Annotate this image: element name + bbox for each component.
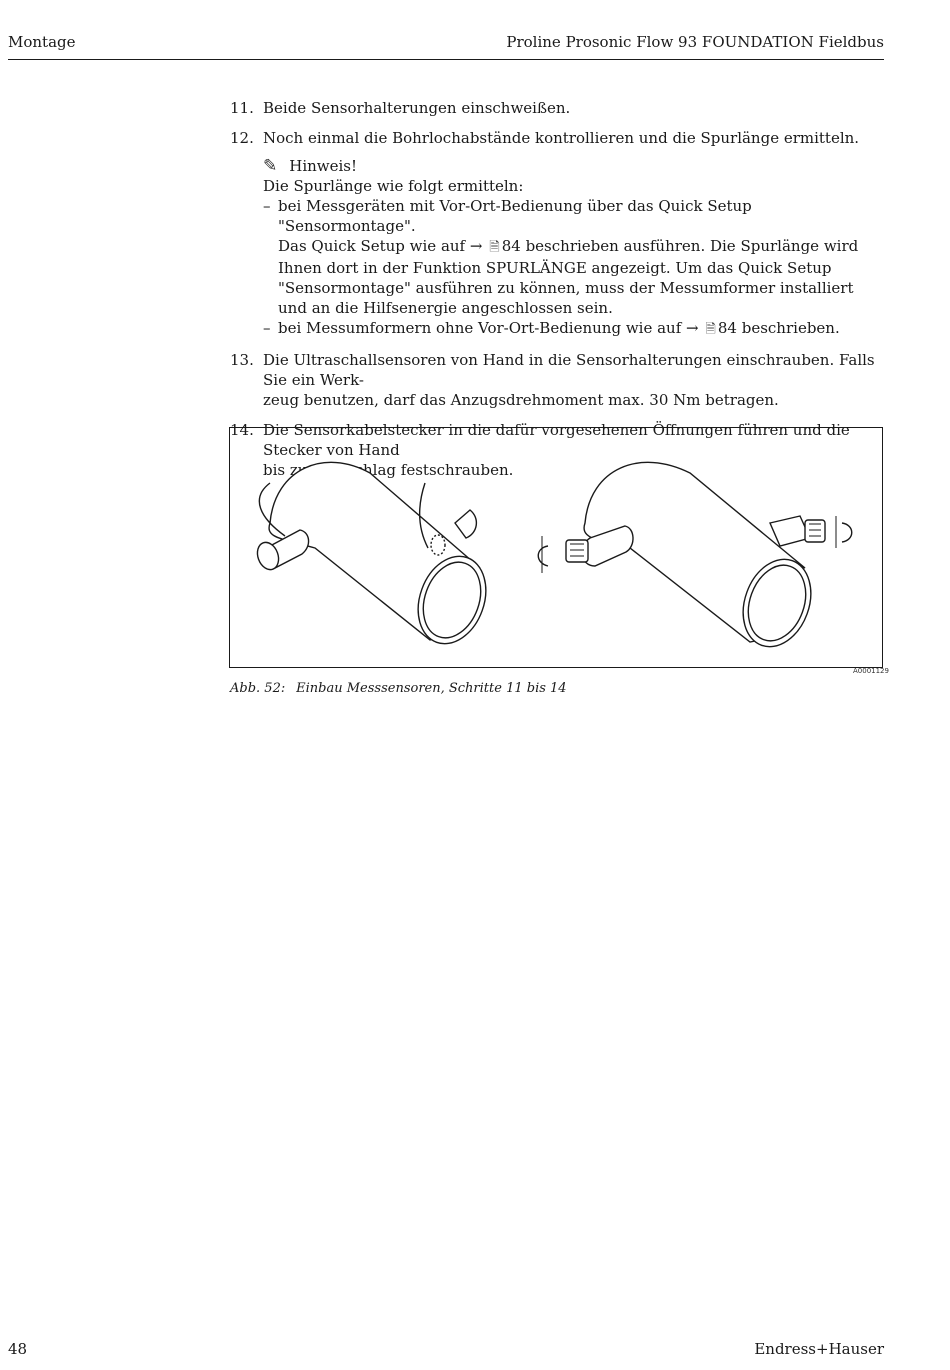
- figure-sensor-installation: [229, 427, 883, 668]
- sensor-right: [805, 520, 825, 542]
- header-section: Montage: [8, 33, 76, 51]
- step-number: 11.: [230, 99, 254, 117]
- page-reference[interactable]: 84: [717, 319, 737, 337]
- step-number: 14.: [230, 421, 254, 439]
- step-12: [230, 128, 885, 340]
- dash-marker: –: [263, 319, 271, 337]
- note-item-1-text-a: Das Quick Setup wie auf: [278, 237, 466, 255]
- step-number: 13.: [230, 351, 254, 369]
- note-item-1-line1: bei Messgeräten mit Vor-Ort-Bedienung über das Quick Setup "Sensormontage".: [278, 197, 752, 235]
- note-item-2-text-b: beschrieben.: [741, 319, 840, 337]
- arrow-icon: →: [686, 319, 699, 337]
- pencil-icon: ✎: [263, 156, 278, 176]
- caption-label: Abb. 52:: [230, 681, 286, 696]
- note-item-2-text-a: bei Messumformern ohne Vor-Ort-Bedienung wie auf: [278, 319, 682, 337]
- brand-name: Endress+Hauser: [754, 1340, 884, 1358]
- pipe-illustration: [230, 428, 882, 667]
- page-reference-icon: 🗎: [489, 240, 500, 255]
- arrow-icon: →: [469, 237, 483, 255]
- step-text: Noch einmal die Bohrlochabstände kontrollieren und die Spurlänge ermitteln.: [263, 129, 860, 147]
- note-item-1: [263, 196, 885, 318]
- step-11: [230, 98, 885, 118]
- note-title-text: Hinweis!: [289, 157, 358, 175]
- step-13: [230, 350, 885, 410]
- caption-text: Einbau Messsensoren, Schritte 11 bis 14: [296, 681, 567, 696]
- note-item-2: [263, 318, 885, 340]
- dash-marker: –: [263, 197, 271, 215]
- note-item-1-text-c: beschrieben ausführen. Die Spurlänge wird Ihnen dort in der Funktion SPURLÄNGE angezeigt. Um das Quick Setup "Sensormontage" ausführen zu können, muss der Messumformer installiert und an die Hilfsenergie angeschlossen sein.: [278, 237, 859, 317]
- page-reference[interactable]: 84: [501, 237, 521, 255]
- step-number: 12.: [230, 129, 254, 147]
- note-intro: Die Spurlänge wie folgt ermitteln:: [263, 177, 524, 195]
- figure-id: A0001129: [853, 667, 889, 675]
- note-title: [263, 156, 885, 176]
- sensor-left: [566, 540, 588, 562]
- step-text: Die Sensorkabelstecker in die dafür vorgesehenen Öffnungen führen und die Stecker von Hand bis festschrauben.: [263, 421, 850, 479]
- note-block: [263, 156, 885, 340]
- page-reference-icon: 🗎: [705, 322, 716, 337]
- figure-caption: [230, 681, 567, 696]
- step-text: Die Ultraschallsensoren von Hand in die Sensorhalterungen einschrauben. Falls Sie ein Werk- zeug benutzen, darf das Anzugsdrehmoment max. 30 Nm betragen.: [263, 351, 875, 409]
- note-item-1-body: [278, 236, 885, 318]
- header-rule: [8, 59, 884, 60]
- header-product: Proline Prosonic Flow 93 FOUNDATION Fieldbus: [506, 33, 884, 51]
- page-number: 48: [8, 1340, 28, 1358]
- step-text: Beide Sensorhalterungen einschweißen.: [263, 99, 571, 117]
